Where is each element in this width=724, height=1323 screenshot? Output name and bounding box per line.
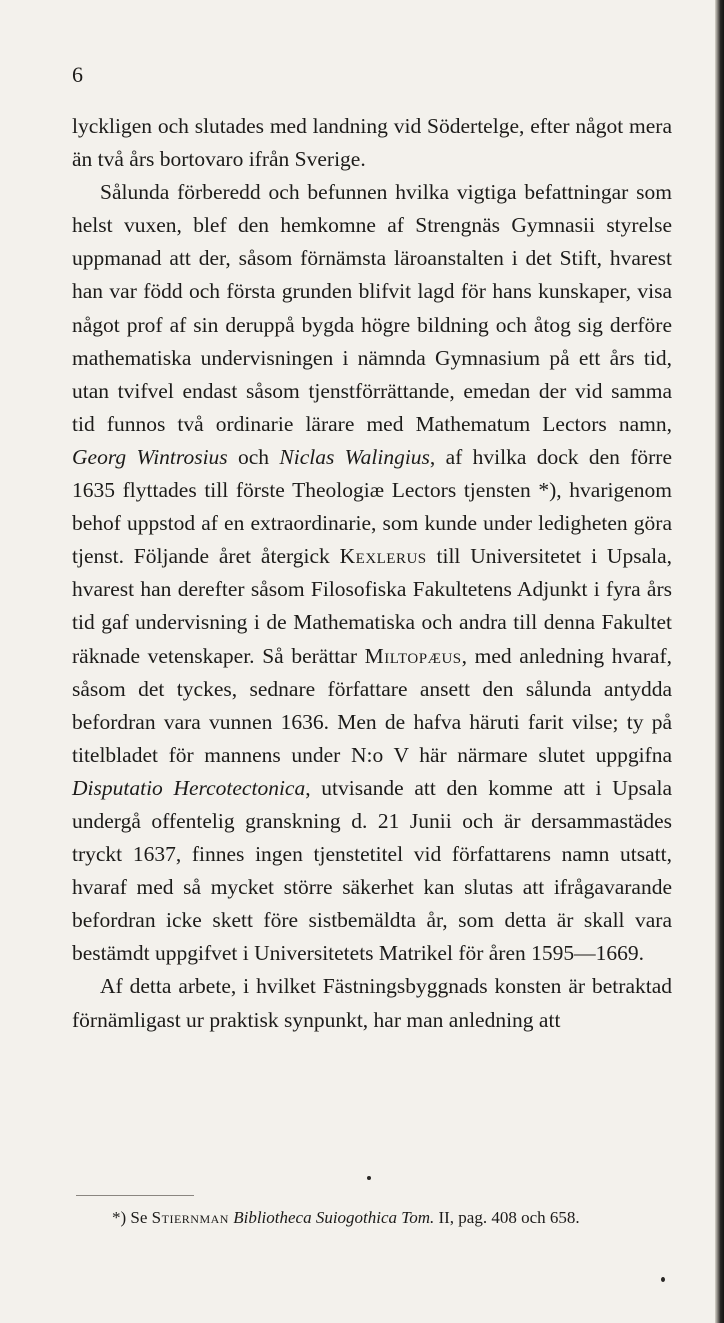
paragraph-1: lyckligen och slutades med landning vid Södertelge, efter något mera än två års bortovaro ifrån Sverige. <box>72 114 672 172</box>
paragraph-2-text-6: , utvisande att den komme att i Upsala undergå offentelig granskning d. 21 Junii och är dersammastädes tryckt 1637, finnes ingen tjenstetitel vid författarens namn utsatt, hvaraf med så mycket större säkerhet kan slutas att ifrågavarande befordran icke skett före sistbemäldta år, som detta är skall vara bestämdt uppgifvet i Universitetets Matrikel för åren 1595—1669. <box>72 775 672 966</box>
paragraph-2-text-3: , af hvilka dock den förre 1635 flyttades till förste Theologiæ Lectors tjensten *), hvarigenom behof uppstod af en extraordinarie, som kunde under ledigheten göra tjenst. Följande året återgick <box>72 444 673 569</box>
ink-speck <box>367 1176 371 1180</box>
footnote-author: Stiernman <box>151 1208 229 1227</box>
footnote-ref: II, pag. 408 och 658. <box>438 1208 580 1227</box>
page-edge-shadow <box>715 0 724 1323</box>
footnote-divider <box>76 1195 194 1196</box>
person-name-kexlerus: Kexlerus <box>339 544 427 569</box>
footnote-work: Bibliotheca Suiogothica Tom. <box>233 1208 435 1227</box>
person-name-walingius: Niclas Walingius <box>279 444 430 469</box>
person-name-miltopaeus: Miltopæus <box>364 643 462 668</box>
person-name-wintrosius: Georg Wintrosius <box>72 444 228 469</box>
paragraph-3: Af detta arbete, i hvilket Fästningsbyggnads konsten är betraktad förnämligast ur praktisk synpunkt, har man anledning att <box>72 974 672 1032</box>
paragraph-2 <box>72 176 672 970</box>
page-number: 6 <box>72 62 83 87</box>
work-title-disputatio: Disputatio Hercotectonica <box>72 775 306 800</box>
paragraph-2-text-1: Sålunda förberedd och befunnen hvilka vigtiga befattningar som helst vuxen, blef den hemkomne af Strengnäs Gymnasii styrelse uppmanad att der, såsom förnämsta läroanstalten i det Stift, hvarest han var född och första grunden blifvit lagd för hans kunskaper, visa något prof af sin deruppå bygda högre bildning och åtog sig derföre mathematiska undervisningen i nämnda Gymnasium på ett års tid, utan tvifvel endast såsom tjenstförrättande, emedan der vid samma tid funnos två ordinarie lärare med Mathematum Lectors namn, <box>72 180 672 436</box>
paragraph-2-text-2: och <box>238 444 270 469</box>
footnote <box>112 1207 580 1229</box>
footnote-marker: *) Se <box>112 1208 148 1227</box>
paragraph-2-text-4: till Universitetet i Upsala, hvarest han derefter såsom Filosofiska Fakultetens Adjunkt i fyra års tid gaf undervisning i de Mathematiska och andra till denna Fakultet räknade vetenskaper. Så berättar <box>72 544 673 668</box>
body-text <box>72 110 672 1037</box>
ink-speck <box>661 1277 665 1282</box>
paragraph-2-text-5: , med anledning hvaraf, såsom det tyckes, sednare författare ansett den sålunda antydda befordran vara vunnen 1636. Men de hafva häruti farit vilse; ty på titelbladet för mannens under N:o V här närmare slutet uppgifna <box>72 643 673 767</box>
